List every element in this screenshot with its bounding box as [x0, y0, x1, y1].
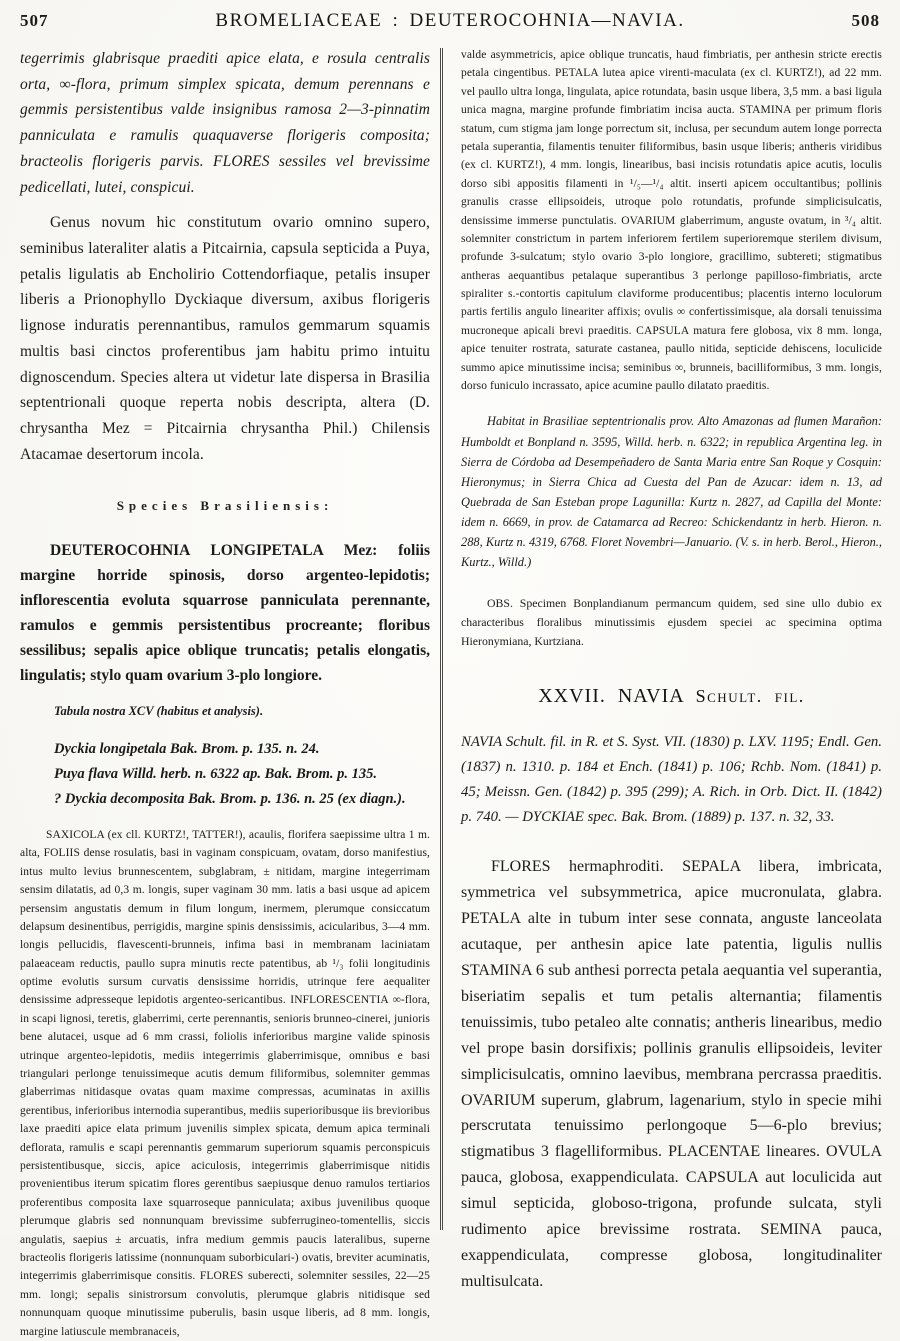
synonym-line: Dyckia longipetala Bak. Brom. p. 135. n. 24.	[54, 741, 320, 758]
synonym-line: ? Dyckia decomposita Bak. Brom. p. 136. n. 25 (ex diagn.).	[54, 791, 406, 808]
genus-author: Schult. fil.	[695, 685, 805, 706]
habitat-paragraph: Habitat in Brasiliae septentrionalis prov. Alto Amazonas ad flumen Marañon: Humboldt et Bonpland n. 3595, Willd. herb. n. 6322; in republica Argentina leg. in Sierra de Córdoba ad Desempeñadero de Santa Maria entre San Roque y Cosquin: Hieronymus; in Sierra Chica ad Cuesta del Pan de Azucar: idem n. 13, ad Quebrada de San Esteban prope Lagunilla: Kurtz n. 2827, ad Capilla del Monte: idem n. 6669, in prov. de Catamarca ad Recreo: Schickendantz in herb. Hieron. n. 288, Kurtz n. 4319, 6768. Floret Novembri—Januario. (V. s. in herb. Berol., Hieron., Kurtz., Willd.)	[461, 414, 882, 570]
running-head	[0, 10, 900, 40]
synonym-list	[54, 737, 430, 812]
species-description-small-print-continued: valde asymmetricis, apice oblique truncatis, haud fimbriatis, per anthesin stricte erectis petala cingentibus. PETALA lutea apice virenti-maculata (ex cl. KURTZ!), ad 22 mm. vel paullo ultra longa, lingulata, apice rotundata, basin usque libera, 3,5 mm. a basi ligula unica magna, margine profunde fimbriatim incisa aucta. STAMINA per primum floris statum, cum stigma jam longe porrectum sit, inclusa, per secundum autem longe porrecta petala superantia, filamentis tenuiter filiformibus, basin usque liberis; antheris viridibus (ex cl. KURTZ!), 4 mm. longis, linearibus, basi incisis rotundatis apice acutis, loculis dorso sibi appositis filamenti in ¹/₅—¹/₄ altit. inserti apicem occultantibus; pollinis granulis crasse ellipsoideis, utroque polo rotundatis, profunde simplicisulcatis, densissime immerse punctulatis. OVARIUM glaberrimum, anguste ovatum, in ³/₄ altit. solemniter constrictum in partem inferiorem fertilem superioremque sterilem divisum, profunde 3-sulcatum; stylo ovario 3-plo longiore, gracillimo, subtereti; stigmatibus antheras aequantibus petalaque superantibus 3 perlonge papilloso-fimbriatis, arcte spiraliter s.-contortis capitulum claviforme producentibus; placentis interno loculorum partis fertilis angulo lineariter affixis; ovulis ∞ confertissimisque, ala dorsali tenuissima mucroneque apicali brevi praeditis. CAPSULA matura fere globosa, vix 8 mm. longa, apice tenuiter rostrata, saturate castanea, paullo nitida, septicide dehiscens, loculicide summo apice minutissime incisa; seminibus ∞, brunneis, bacilliformibus, 3 mm. longis, dorso funiculo incrassato, apice acumine paullo dilatato praeditis.	[461, 49, 882, 393]
navia-literature-citation: NAVIA Schult. fil. in R. et S. Syst. VII. (1830) p. LXV. 1195; Endl. Gen. (1837) n. 1310. p. 184 et Ench. (1841) p. 106; Rchb. Nom. (1841) p. 45; Meissn. Gen. (1842) p. 395 (299); A. Rich. in Orb. Dict. II. (1842) p. 740. — DYCKIAE spec. Bak. Brom. (1889) p. 137. n. 32, 33.	[461, 733, 882, 826]
chapter-number: XXVII.	[538, 684, 606, 707]
navia-genus-description: FLORES hermaphroditi. SEPALA libera, imbricata, symmetrica vel subsymmetrica, apice mucronulata, glabra. PETALA alte in tubum inter sese connata, anguste lanceolata acutaque, per anthesin apice late patentia, ligulis nullis STAMINA 6 sub anthesi porrecta petala aequantia vel superantia, biseriatim sepalis et tum petalis alternantia; filamentis tenuissimis, tubo petaleo alte connatis; antheris linearibus, medio vel prope basin dorsifixis; pollinis granulis ellipsoideis, leviter simplicisulcatis, omnino laevibus, membrana percrassa praeditis. OVARIUM superum, glabrum, lagenarium, stylo in specie mihi perscrutata tenuissimo perlongoque 5—6-plo brevius; stigmatibus 3 flagelliformibus. PLACENTAE lineares. OVULA pauca, globosa, exappendiculata. CAPSULA aut loculicida aut simul septicida, globoso-trigona, profunde sulcata, styli rudimento apice brevissime rostrata. SEMINA pauca, exappendiculata, compresse globosa, longitudinaliter multisulcata.	[461, 858, 882, 1290]
species-latin-description-small-print: SAXICOLA (ex cll. KURTZ!, TATTER!), acaulis, florifera saepissime ultra 1 m. alta, FOLIIS dense rosulatis, basi in vaginam conspicuam, ovatam, dorso manifestius, intus multo levius brunnescentem, subglabram, ± nitidam, margine integerrimam sensim dilatatis, ad 0,3 m. longis, super vaginam 30 mm. latis a basi usque ad apicem persensim angustatis demum in filum longum, inermem, plerumque consiccatum delapsum desinentibus, perrigidis, margine spinis densissimis, acicularibus, 3—4 mm. longis pellucidis, flavescenti-brunneis, infima basi in membranam laciniatam palaeaceam reductis, paullo supra minutis recte patentibus, ab ¹/₃ folii longitudinis optime evolutis sursum curvatis densissime horridis, utrinque fere aequaliter densissime adpresseque lepidotis argenteo-sericantibus. INFLORESCENTIA ∞-flora, in scapi lignosi, teretis, glaberrimi, certe perennantis, senioris brunneo-cinerei, junioris bene alutacei, usque ad 6 mm crassi, foliolis inferioribus margine valide spinosis utrinque argenteo-lepidotis, mediis integerrimis glaberrimisque, omnibus e basi triangulari perlonge tenuissimeque acutis demum filiformibus, solemniter gemmas glaberrimas nitidasque ovatas quam maxime compressas, acuminatas in axillis gerentibus, inferioribus internodia superantibus, mediis superioribusque iis brevioribus laxe praediti apice elata primum juvenilis simplex spicata, demum apica terminali deflorata, ramulis e scapi perennantis gemmarum superiorum squamis perconspicuis persistentibusque, siccis, apice aciculosis, integerrimis glaberrimisque nitidis provenientibus iterum spicatim flores gerentibus saepiusque denuo ramulos tertiarios proferentibus composita laxe squarroseque panniculata; axibus juvenilibus quoque plerumque glabris sed nonnunquam brevissime subferrugineo-tomentellis, siccis angulatis, saepius ± arcuatis, infra medium gemmis paucis lateralibus, superne bracteolis florigeris latissime (nonnunquam suborbiculari-) ovatis, breviter acuminatis, integerrimis glaberrimisque consitis. FLORES suberecti, solemniter sessiles, 22—25 mm. longi; sepalis sinistrorsum convolutis, plerumque glabris nitidisque sed nonnunquam quoque minutissime puberulis, basin usque liberis, ad 8 mm. longis, margine latiuscule membranaceis,	[20, 828, 430, 1338]
page-number-left: 507	[20, 11, 49, 30]
two-column-layout	[0, 40, 900, 1338]
genus-novum-paragraph: Genus novum hic constitutum ovario omnino supero, seminibus lateraliter alatis a Pitcairnia, capsula septicida a Puya, petalis ligulatis ab Encholirio Cottendorfiaque, petalis insuper liberis a Prionophyllo Dyckiaque diversum, axibus florigeris lignose induratis perennantibus, ramulos gemmarum squamis multis basi cinctos proferentibus jam habitu primo intuitu dignoscendum. Species altera ut videtur late dispersa in Brasilia septentrionali quoque reperta nobis descripta, altera (D. chrysantha Mez = Pitcairnia chrysantha Phil.) Chilensis Atacamae desertorum incola.	[20, 214, 430, 463]
column-divider-rule	[440, 48, 446, 1230]
page-number-right: 508	[851, 11, 880, 30]
species-description: DEUTEROCOHNIA LONGIPETALA Mez: foliis margine horride spinosis, dorso argenteo-lepidotis; inflorescentia evoluta squarrose panniculata perennante, ramulos e gemmis persistentibus procreante; floribus sessilibus; sepalis apice oblique truncatis; petalis elongatis, lingulatis; stylo quam ovarium 3-plo longiore.	[20, 541, 430, 685]
synonym-line: Puya flava Willd. herb. n. 6322 ap. Bak. Brom. p. 135.	[54, 766, 378, 783]
tabula-note: Tabula nostra XCV (habitus et analysis).	[54, 704, 264, 719]
species-brasiliensis-heading: Species Brasiliensis:	[116, 497, 334, 513]
right-column	[449, 46, 882, 1290]
navia-chapter-heading	[461, 685, 882, 708]
running-title: BROMELIACEAE : DEUTEROCOHNIA—NAVIA.	[215, 10, 685, 31]
observation-paragraph: OBS. Specimen Bonplandianum permancum quidem, sed sine ullo dubio ex characteribus floralibus minutissimis ejusdem speciei ac specimina optima Hieronymiana, Kurtziana.	[461, 596, 882, 648]
genus-diagnosis-continuation: tegerrimis glabrisque praediti apice elata, e rosula centralis orta, ∞-flora, primum simplex spicata, demum perennans e gemmis persistentibus valde insignibus ramosa 2—3-pinnatim panniculata e ramulis quaquaverse florigeris composita; bracteolis florigeris parvis. FLORES sessiles vel brevissime pedicellati, lutei, conspicui.	[20, 50, 430, 196]
genus-name: NAVIA	[617, 684, 684, 707]
left-column	[20, 46, 440, 1338]
